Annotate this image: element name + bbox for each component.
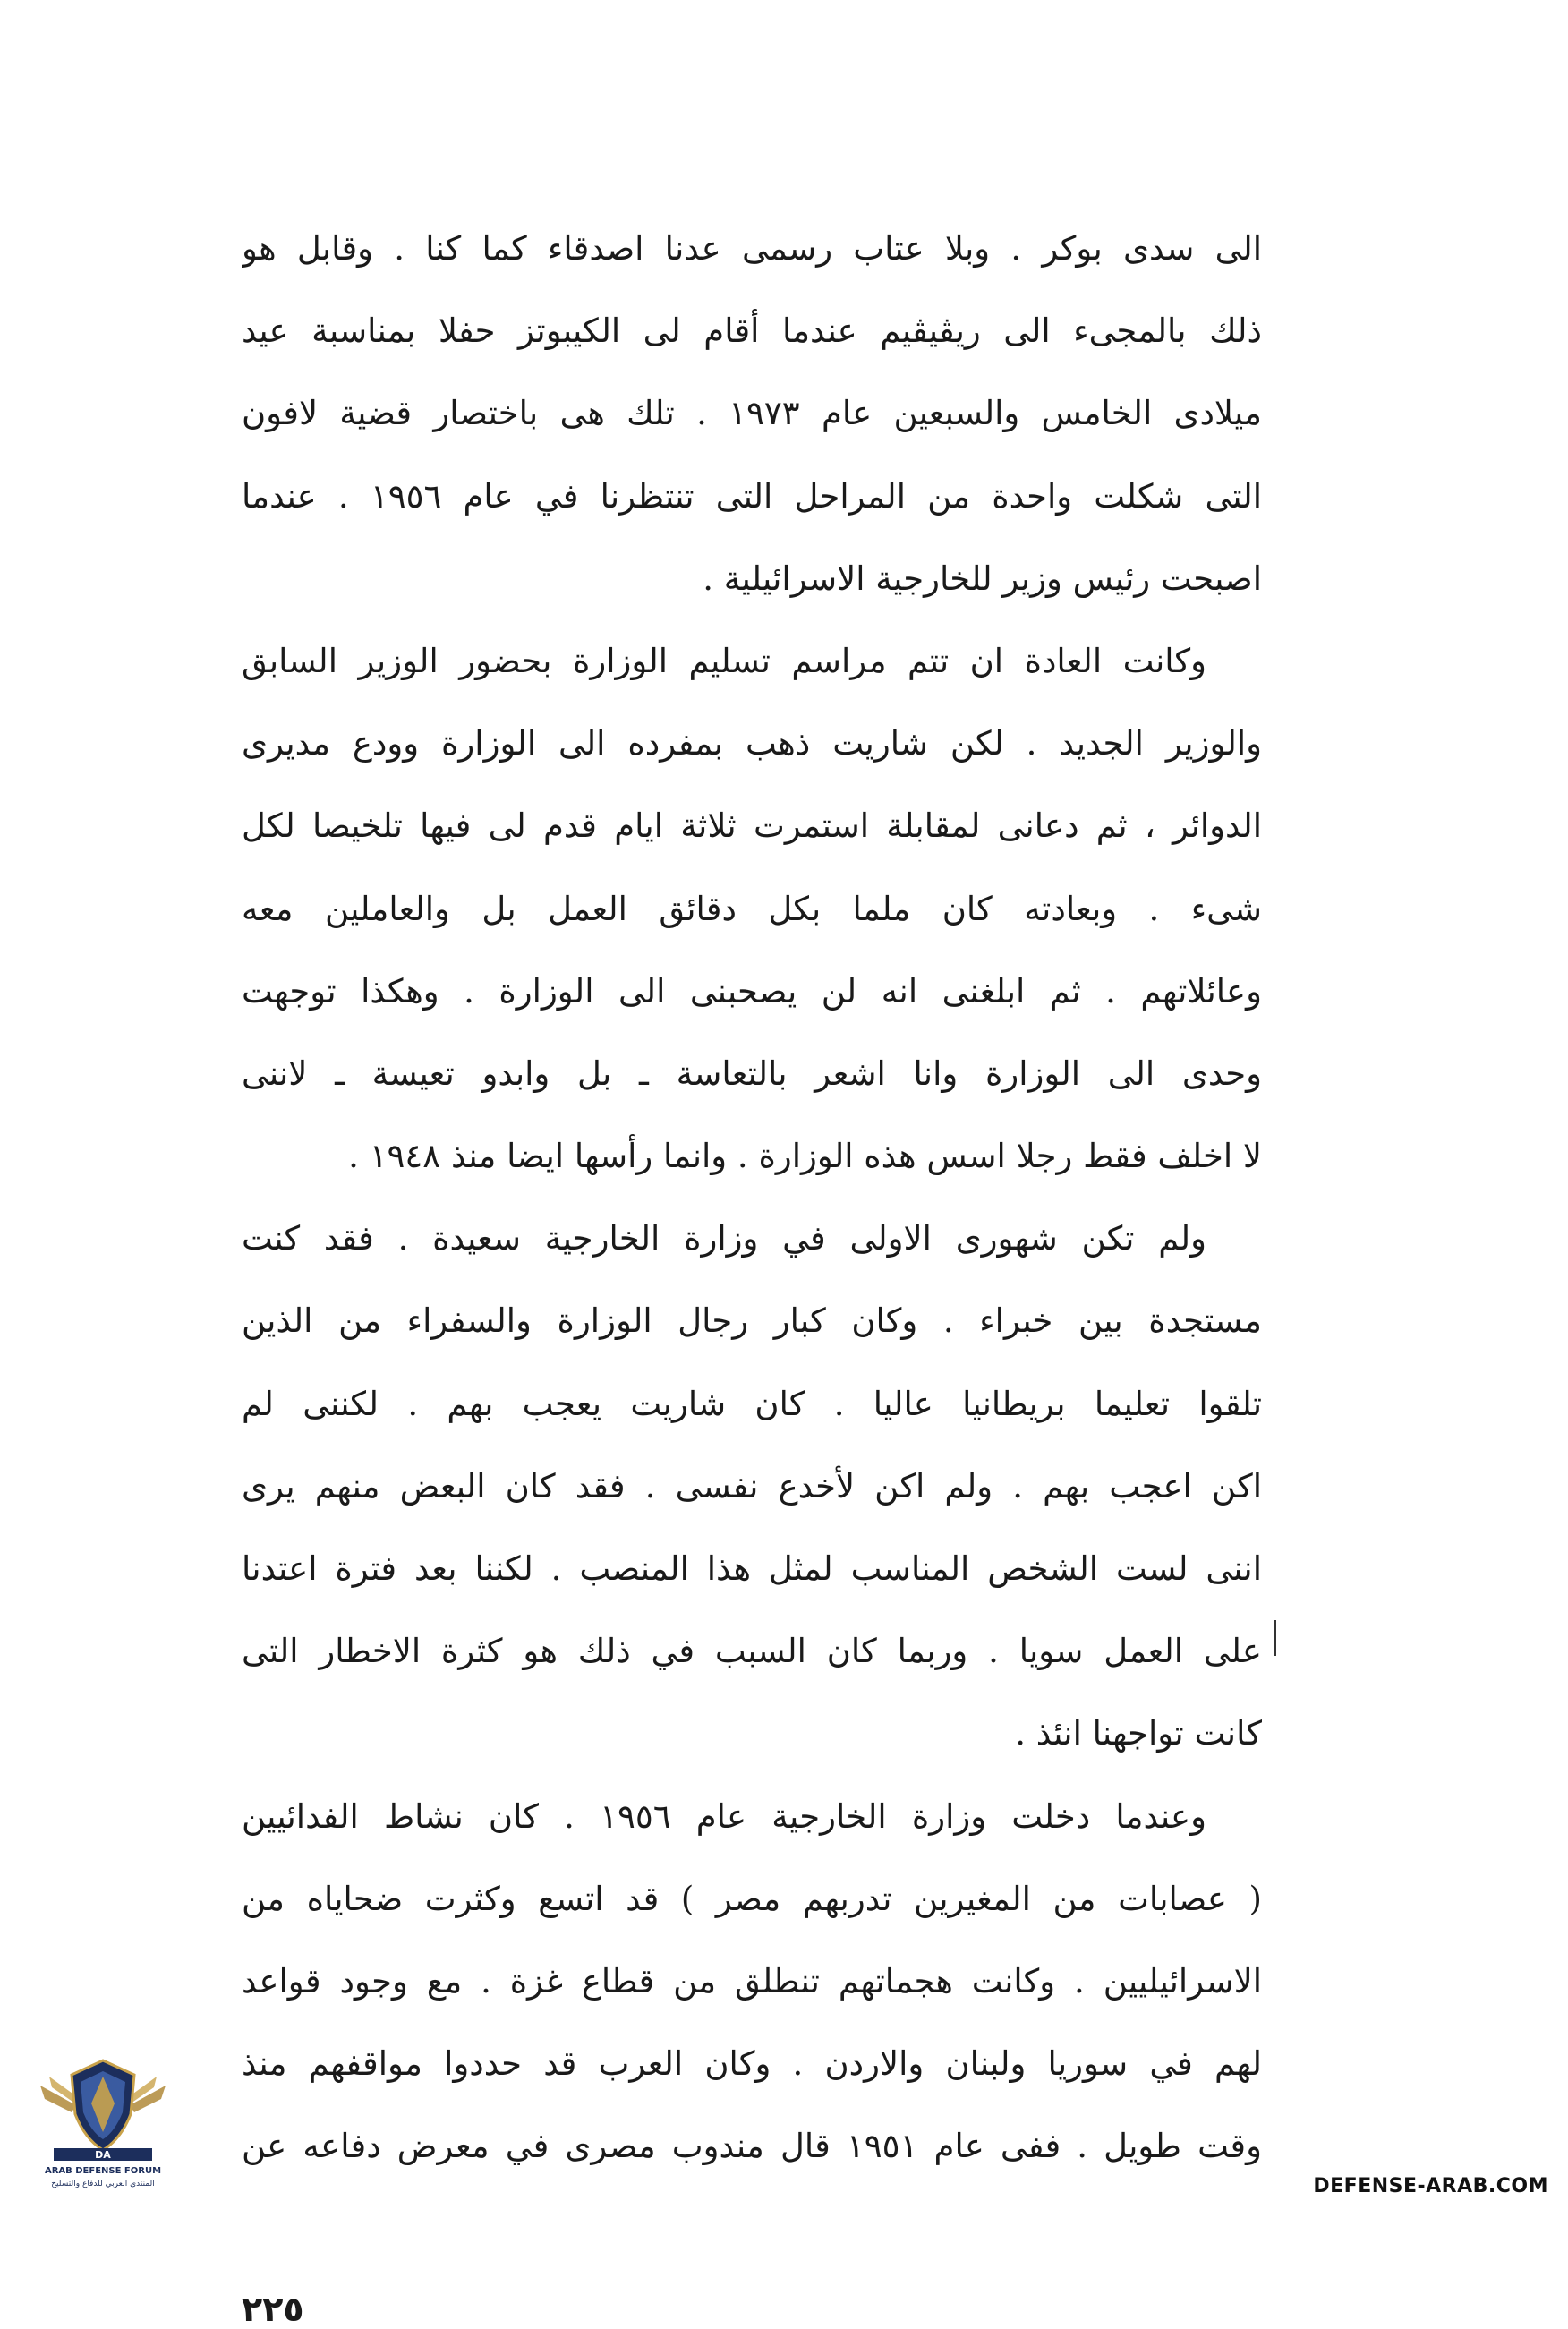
shield-emblem-icon bbox=[36, 2050, 170, 2193]
text-line: اصبحت رئيس وزير للخارجية الاسرائيلية . bbox=[703, 559, 1262, 598]
text-line: تلقوا تعليما بريطانيا عاليا . كان شاريت يعجب بهم . لكننى لم bbox=[242, 1384, 1262, 1423]
text-line: الدوائر ، ثم دعانى لمقابلة استمرت ثلاثة ايام قدم لى فيها تلخيصا لكل bbox=[242, 806, 1262, 846]
forum-logo bbox=[36, 2050, 170, 2193]
watermark-url: DEFENSE-ARAB.COM bbox=[1313, 2175, 1548, 2197]
text-line: ميلادى الخامس والسبعين عام ١٩٧٣ . تلك هى باختصار قضية لافون bbox=[242, 394, 1262, 433]
text-line: والوزير الجديد . لكن شاريت ذهب بمفرده الى الوزارة وودع مديرى bbox=[242, 724, 1262, 764]
margin-mark bbox=[1274, 1620, 1276, 1656]
text-line: كانت تواجهنا انئذ . bbox=[1015, 1714, 1262, 1753]
text-line: وعندما دخلت وزارة الخارجية عام ١٩٥٦ . كان نشاط الفدائيين bbox=[242, 1796, 1206, 1836]
body-text bbox=[242, 208, 1262, 2188]
text-line: الى سدى بوكر . وبلا عتاب رسمى عدنا اصدقاء كما كنا . وقابل هو bbox=[242, 229, 1262, 268]
text-line: وحدى الى الوزارة وانا اشعر بالتعاسة ـ بل وابدو تعيسة ـ لاننى bbox=[242, 1054, 1262, 1093]
text-line: ( عصابات من المغيرين تدربهم مصر ) قد اتسع وكثرت ضحاياه من bbox=[242, 1879, 1262, 1918]
text-line: التى شكلت واحدة من المراحل التى تنتظرنا في عام ١٩٥٦ . عندما bbox=[242, 476, 1262, 516]
text-line: وعائلاتهم . ثم ابلغنى انه لن يصحبنى الى الوزارة . وهكذا توجهت bbox=[242, 971, 1262, 1011]
text-line: ذلك بالمجىء الى ريڤيڤيم عندما أقام لى الكيبوتز حفلا بمناسبة عيد bbox=[242, 311, 1262, 351]
logo-forum-name: ARAB DEFENSE FORUM bbox=[44, 2166, 162, 2176]
text-line: لا اخلف فقط رجلا اسس هذه الوزارة . وانما رأسها ايضا منذ ١٩٤٨ . bbox=[348, 1137, 1262, 1176]
text-line: اكن اعجب بهم . ولم اكن لأخدع نفسى . فقد كان البعض منهم يرى bbox=[242, 1466, 1262, 1506]
text-line: على العمل سويا . وربما كان السبب في ذلك هو كثرة الاخطار التى bbox=[242, 1632, 1262, 1671]
logo-forum-name-arabic: المنتدى العربي للدفاع والتسليح bbox=[51, 2180, 155, 2188]
page-number: ٢٢٥ bbox=[242, 2290, 304, 2329]
text-line: اننى لست الشخص المناسب لمثل هذا المنصب . لكننا بعد فترة اعتدنا bbox=[242, 1549, 1262, 1588]
text-line: ولم تكن شهورى الاولى في وزارة الخارجية سعيدة . فقد كنت bbox=[242, 1219, 1206, 1258]
text-line: وقت طويل . ففى عام ١٩٥١ قال مندوب مصرى في معرض دفاعه عن bbox=[242, 2127, 1262, 2166]
text-line: وكانت العادة ان تتم مراسم تسليم الوزارة بحضور الوزير السابق bbox=[242, 641, 1206, 680]
text-line: مستجدة بين خبراء . وكان كبار رجال الوزارة والسفراء من الذين bbox=[242, 1301, 1262, 1341]
text-line: شىء . وبعادته كان ملما بكل دقائق العمل بل والعاملين معه bbox=[242, 889, 1262, 928]
text-line: لهم في سوريا ولبنان والاردن . وكان العرب قد حددوا مواقفهم منذ bbox=[242, 2044, 1262, 2084]
logo-initials: DA bbox=[95, 2149, 111, 2161]
text-line: الاسرائيليين . وكانت هجماتهم تنطلق من قطاع غزة . مع وجود قواعد bbox=[242, 1961, 1262, 2001]
